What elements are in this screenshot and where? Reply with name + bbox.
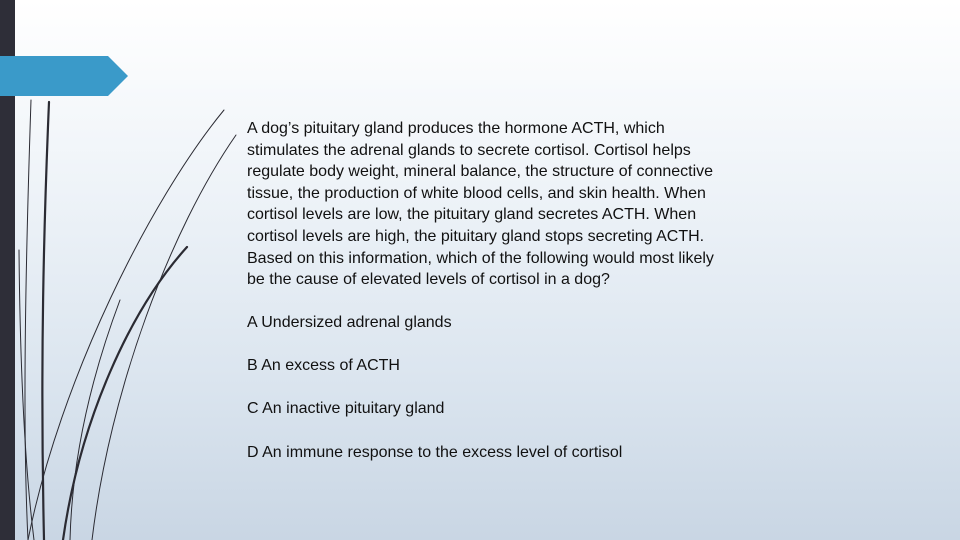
option-b: B An excess of ACTH	[247, 357, 400, 375]
slide-content	[247, 118, 717, 485]
option-a: A Undersized adrenal glands	[247, 314, 452, 332]
option-d: D An immune response to the excess level of cortisol	[247, 443, 623, 461]
decorative-curved-lines	[0, 0, 260, 540]
option-c: C An inactive pituitary gland	[247, 400, 445, 418]
question-text: A dog’s pituitary gland produces the hormone ACTH, which stimulates the adrenal glands to secrete cortisol. Cortisol helps regulate body weight, mineral balance, the structure of connective tissue, the production of white blood cells, and skin health. When cortisol levels are low, the pituitary gland secretes ACTH. When cortisol levels are high, the pituitary gland stops secreting ACTH. Based on this information, which of the following would most likely be the cause of elevated levels of cortisol in a dog?	[247, 120, 714, 289]
